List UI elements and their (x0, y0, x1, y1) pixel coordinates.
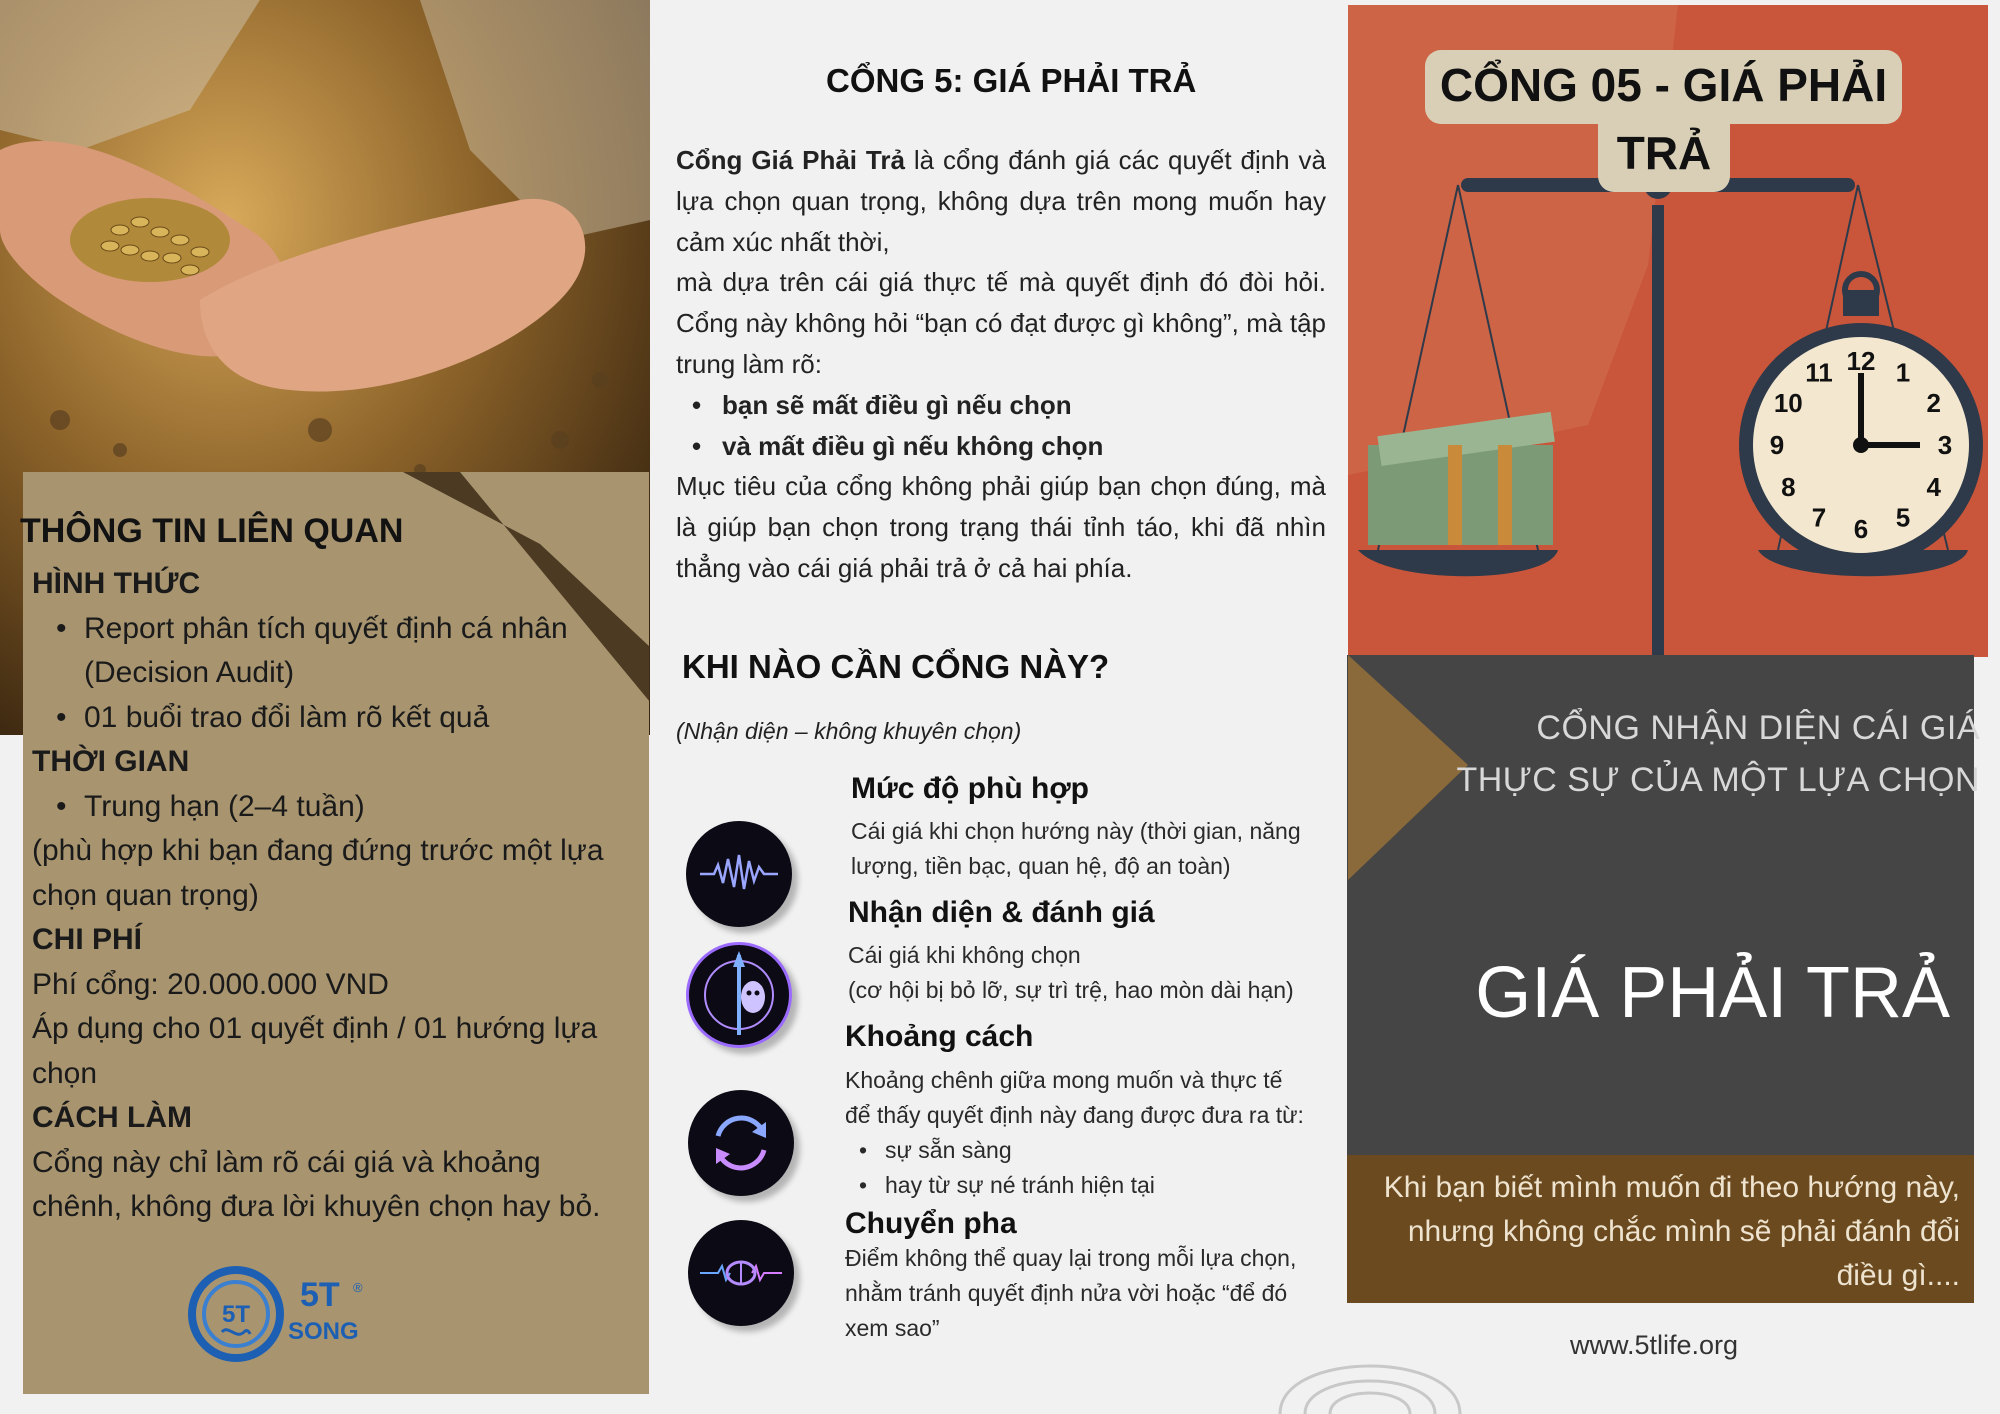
list-item: • bạn sẽ mất điều gì nếu chọn (722, 385, 1326, 426)
list-item: • Trung hạn (2–4 tuần) (84, 785, 632, 830)
teaser-text: Khi bạn biết mình muốn đi theo hướng này, nhưng không chắc mình sẽ phải đánh đổi điều gì.... (1383, 1171, 1960, 1292)
feature-title-phase: Chuyển pha (845, 1207, 1017, 1240)
feature-title-gap: Khoảng cách (845, 1020, 1034, 1053)
brain-wave-icon (688, 1220, 794, 1326)
fingerprint-watermark-icon (1260, 1320, 1480, 1414)
title-line-2: TRẢ (1616, 127, 1712, 179)
clock-number: 4 (1926, 472, 1941, 502)
time-list (32, 785, 632, 830)
clock-number: 8 (1781, 472, 1796, 502)
form-label: HÌNH THỨC (32, 567, 201, 600)
big-title: GIÁ PHẢI TRẢ (1475, 953, 1950, 1033)
when-note: (Nhận diện – không khuyên chọn) (676, 718, 1022, 744)
clock-number: 3 (1937, 430, 1953, 460)
clock-number: 1 (1895, 357, 1911, 388)
time-note: (phù hợp khi bạn đang đứng trước một lựa chọn quan trọng) (32, 834, 604, 912)
clock-number: 5 (1895, 502, 1911, 533)
intro-bold: Cổng Giá Phải Trả (676, 145, 905, 175)
feature-text-identify (848, 938, 1328, 1008)
cycle-arrows-icon (688, 1090, 794, 1196)
clock-number: 6 (1853, 514, 1869, 544)
list-item: • hay từ sự né tránh hiện tại (885, 1168, 1335, 1203)
intro-text (676, 140, 1326, 589)
intro-line-2: mà dựa trên cái giá thực tế mà quyết định đó đòi hỏi. Cổng này không hỏi “bạn có đạt được gì không”, mà tập trung làm rõ: (676, 267, 1326, 379)
feature-title-fit: Mức độ phù hợp (851, 772, 1090, 805)
feature-text-phase: Điểm không thể quay lại trong mỗi lựa chọn, nhằm tránh quyết định nửa vời hoặc “để đó xem sao” (845, 1245, 1297, 1341)
feature-text-line: Khoảng chênh giữa mong muốn và thực tế (845, 1067, 1283, 1093)
list-item: • 01 buổi trao đổi làm rõ kết quả (84, 696, 632, 741)
compass-mask-icon (686, 942, 792, 1048)
intro-bullets (676, 385, 1326, 467)
method-label: CÁCH LÀM (32, 1101, 192, 1134)
gap-bullets (845, 1133, 1335, 1203)
cost-line-2: Áp dụng cho 01 quyết định / 01 hướng lựa chọn (32, 1012, 598, 1090)
time-label: THỜI GIAN (32, 745, 190, 778)
logo-subtext: SONG (288, 1318, 359, 1345)
5t-song-logo-icon (186, 1264, 386, 1364)
feature-text-gap (845, 1063, 1335, 1203)
cost-label: CHI PHÍ (32, 923, 143, 956)
intro-goal: Mục tiêu của cổng không phải giúp bạn chọn đúng, mà là giúp bạn chọn trong trạng thái tỉnh táo, khi đã nhìn thẳng vào cái giá phải trả ở cả hai phía. (676, 471, 1326, 583)
section-title: CỔNG 5: GIÁ PHẢI TRẢ (826, 62, 1197, 99)
method-text: Cổng này chỉ làm rõ cái giá và khoảng chênh, không đưa lời khuyên chọn hay bỏ. (32, 1145, 601, 1223)
logo-text: 5T (300, 1276, 340, 1314)
list-item: • sự sẵn sàng (885, 1133, 1335, 1168)
clock-number: 10 (1773, 388, 1803, 418)
subtitle: CỔNG NHẬN DIỆN CÁI GIÁ THỰC SỰ CỦA MỘT LỰA CHỌN (1456, 709, 1980, 799)
related-info-content (32, 562, 632, 1230)
clock-number: 12 (1846, 346, 1876, 376)
list-item: • Report phân tích quyết định cá nhân (Decision Audit) (84, 607, 632, 696)
cost-line-1: Phí cổng: 20.000.000 VND (32, 967, 389, 1001)
clock-number: 9 (1769, 430, 1785, 460)
when-heading: KHI NÀO CẦN CỔNG NÀY? (682, 648, 1110, 685)
svg-text:5T: 5T (221, 1301, 251, 1328)
sound-wave-icon (686, 821, 792, 927)
clock-number: 11 (1805, 357, 1833, 388)
feature-text-line: để thấy quyết định này đang được đưa ra từ: (845, 1102, 1304, 1128)
feature-text-fit: Cái giá khi chọn hướng này (thời gian, năng lượng, tiền bạc, quan hệ, độ an toàn) (851, 818, 1301, 879)
title-line-1: CỔNG 05 - GIÁ PHẢI (1439, 59, 1888, 111)
feature-title-identify: Nhận diện & đánh giá (848, 896, 1155, 929)
intro-paragraph (676, 140, 1326, 262)
clock-number: 2 (1926, 388, 1941, 418)
intro-rest: là cổng đánh giá các quyết định và lựa chọn quan trọng, không dựa trên mong muốn hay cảm xúc nhất thời, (676, 145, 1326, 257)
feature-text-line: Cái giá khi không chọn (848, 942, 1081, 968)
form-list (32, 607, 632, 741)
feature-text-line: (cơ hội bị bỏ lỡ, sự trì trệ, hao mòn dài hạn) (848, 977, 1294, 1003)
website-link[interactable]: www.5tlife.org (1570, 1330, 1739, 1360)
clock-number: 7 (1811, 502, 1827, 533)
related-info-heading: THÔNG TIN LIÊN QUAN (20, 512, 404, 550)
logo-registered-mark: ® (353, 1280, 363, 1295)
list-item: • và mất điều gì nếu không chọn (722, 426, 1326, 467)
